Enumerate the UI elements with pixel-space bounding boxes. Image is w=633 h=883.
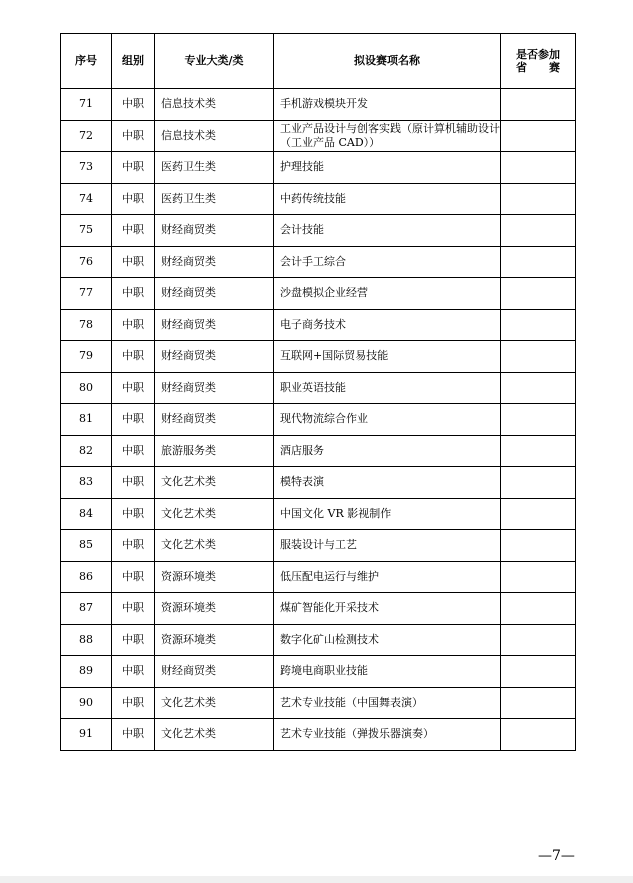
header-event-name: 拟设赛项名称 [274,34,501,89]
cell-no: 79 [61,341,112,373]
cell-group: 中职 [112,656,155,688]
cell-group: 中职 [112,719,155,751]
cell-event-name: 艺术专业技能（中国舞表演） [274,687,501,719]
cell-group: 中职 [112,120,155,152]
cell-event-name: 煤矿智能化开采技术 [274,593,501,625]
events-table [60,33,576,751]
cell-participate[interactable] [501,120,576,152]
cell-no: 88 [61,624,112,656]
cell-group: 中职 [112,278,155,310]
cell-group: 中职 [112,215,155,247]
cell-category: 文化艺术类 [155,719,274,751]
cell-participate[interactable] [501,404,576,436]
cell-group: 中职 [112,467,155,499]
table-row [61,309,576,341]
cell-participate[interactable] [501,183,576,215]
table-row [61,341,576,373]
cell-no: 76 [61,246,112,278]
cell-group: 中职 [112,624,155,656]
table-row [61,404,576,436]
header-participate [501,34,576,89]
cell-category: 旅游服务类 [155,435,274,467]
cell-no: 91 [61,719,112,751]
cell-no: 87 [61,593,112,625]
cell-category: 文化艺术类 [155,467,274,499]
cell-event-name: 模特表演 [274,467,501,499]
header-participate-line1: 是否参加 [516,48,560,61]
table-row [61,372,576,404]
table-row [61,246,576,278]
viewer-bottom-strip [0,876,633,883]
cell-event-name: 职业英语技能 [274,372,501,404]
cell-participate[interactable] [501,215,576,247]
cell-participate[interactable] [501,498,576,530]
cell-category: 资源环境类 [155,561,274,593]
cell-category: 资源环境类 [155,593,274,625]
header-group: 组别 [112,34,155,89]
cell-category: 信息技术类 [155,120,274,152]
table-row [61,687,576,719]
cell-group: 中职 [112,152,155,184]
header-no: 序号 [61,34,112,89]
cell-group: 中职 [112,435,155,467]
cell-event-name: 跨境电商职业技能 [274,656,501,688]
cell-event-name: 现代物流综合作业 [274,404,501,436]
cell-event-name: 数字化矿山检测技术 [274,624,501,656]
table-row [61,152,576,184]
cell-event-name: 会计手工综合 [274,246,501,278]
cell-category: 文化艺术类 [155,687,274,719]
table-row [61,435,576,467]
table-row [61,593,576,625]
cell-no: 81 [61,404,112,436]
cell-group: 中职 [112,687,155,719]
cell-no: 74 [61,183,112,215]
cell-event-name: 艺术专业技能（弹拨乐器演奏） [274,719,501,751]
table-row [61,467,576,499]
cell-participate[interactable] [501,278,576,310]
cell-category: 资源环境类 [155,624,274,656]
cell-event-name: 中国文化 VR 影视制作 [274,498,501,530]
cell-event-name: 沙盘模拟企业经营 [274,278,501,310]
cell-no: 86 [61,561,112,593]
cell-group: 中职 [112,593,155,625]
cell-category: 财经商贸类 [155,656,274,688]
cell-no: 75 [61,215,112,247]
cell-event-name: 服装设计与工艺 [274,530,501,562]
cell-event-name: 会计技能 [274,215,501,247]
cell-group: 中职 [112,372,155,404]
cell-no: 72 [61,120,112,152]
cell-category: 财经商贸类 [155,309,274,341]
cell-category: 信息技术类 [155,89,274,121]
cell-group: 中职 [112,183,155,215]
cell-no: 84 [61,498,112,530]
cell-category: 财经商贸类 [155,215,274,247]
cell-group: 中职 [112,498,155,530]
cell-no: 83 [61,467,112,499]
table-row [61,183,576,215]
cell-participate[interactable] [501,467,576,499]
cell-participate[interactable] [501,341,576,373]
cell-participate[interactable] [501,246,576,278]
cell-no: 73 [61,152,112,184]
cell-participate[interactable] [501,530,576,562]
cell-group: 中职 [112,561,155,593]
header-category: 专业大类/类 [155,34,274,89]
table-row [61,719,576,751]
cell-category: 财经商贸类 [155,404,274,436]
cell-category: 医药卫生类 [155,183,274,215]
cell-category: 财经商贸类 [155,372,274,404]
table-header-row [61,34,576,89]
cell-event-name: 酒店服务 [274,435,501,467]
cell-group: 中职 [112,341,155,373]
cell-event-name: 手机游戏模块开发 [274,89,501,121]
cell-event-name: 电子商务技术 [274,309,501,341]
cell-no: 77 [61,278,112,310]
cell-category: 财经商贸类 [155,246,274,278]
cell-participate[interactable] [501,89,576,121]
cell-no: 82 [61,435,112,467]
cell-no: 85 [61,530,112,562]
cell-event-name: 护理技能 [274,152,501,184]
table-row [61,120,576,152]
cell-event-name: 工业产品设计与创客实践（原计算机辅助设计（工业产品 CAD）） [274,120,501,152]
table-row [61,561,576,593]
page-number: —7— [538,848,575,864]
table-row [61,498,576,530]
cell-category: 文化艺术类 [155,530,274,562]
cell-no: 80 [61,372,112,404]
table-row [61,215,576,247]
cell-participate[interactable] [501,372,576,404]
table-row [61,624,576,656]
table-row [61,89,576,121]
cell-group: 中职 [112,246,155,278]
cell-category: 文化艺术类 [155,498,274,530]
cell-event-name: 中药传统技能 [274,183,501,215]
cell-participate[interactable] [501,687,576,719]
table-row [61,530,576,562]
cell-participate[interactable] [501,435,576,467]
cell-participate[interactable] [501,309,576,341]
table-body [61,89,576,751]
cell-group: 中职 [112,404,155,436]
cell-no: 78 [61,309,112,341]
cell-category: 医药卫生类 [155,152,274,184]
cell-participate[interactable] [501,593,576,625]
cell-group: 中职 [112,309,155,341]
cell-participate[interactable] [501,656,576,688]
cell-group: 中职 [112,530,155,562]
cell-group: 中职 [112,89,155,121]
cell-no: 90 [61,687,112,719]
cell-event-name: 低压配电运行与维护 [274,561,501,593]
table-row [61,278,576,310]
cell-event-name: 互联网+国际贸易技能 [274,341,501,373]
cell-category: 财经商贸类 [155,341,274,373]
cell-no: 89 [61,656,112,688]
cell-participate[interactable] [501,152,576,184]
cell-participate[interactable] [501,624,576,656]
cell-no: 71 [61,89,112,121]
cell-category: 财经商贸类 [155,278,274,310]
table-row [61,656,576,688]
cell-participate[interactable] [501,719,576,751]
cell-participate[interactable] [501,561,576,593]
header-participate-line2: 省 赛 [516,61,560,74]
